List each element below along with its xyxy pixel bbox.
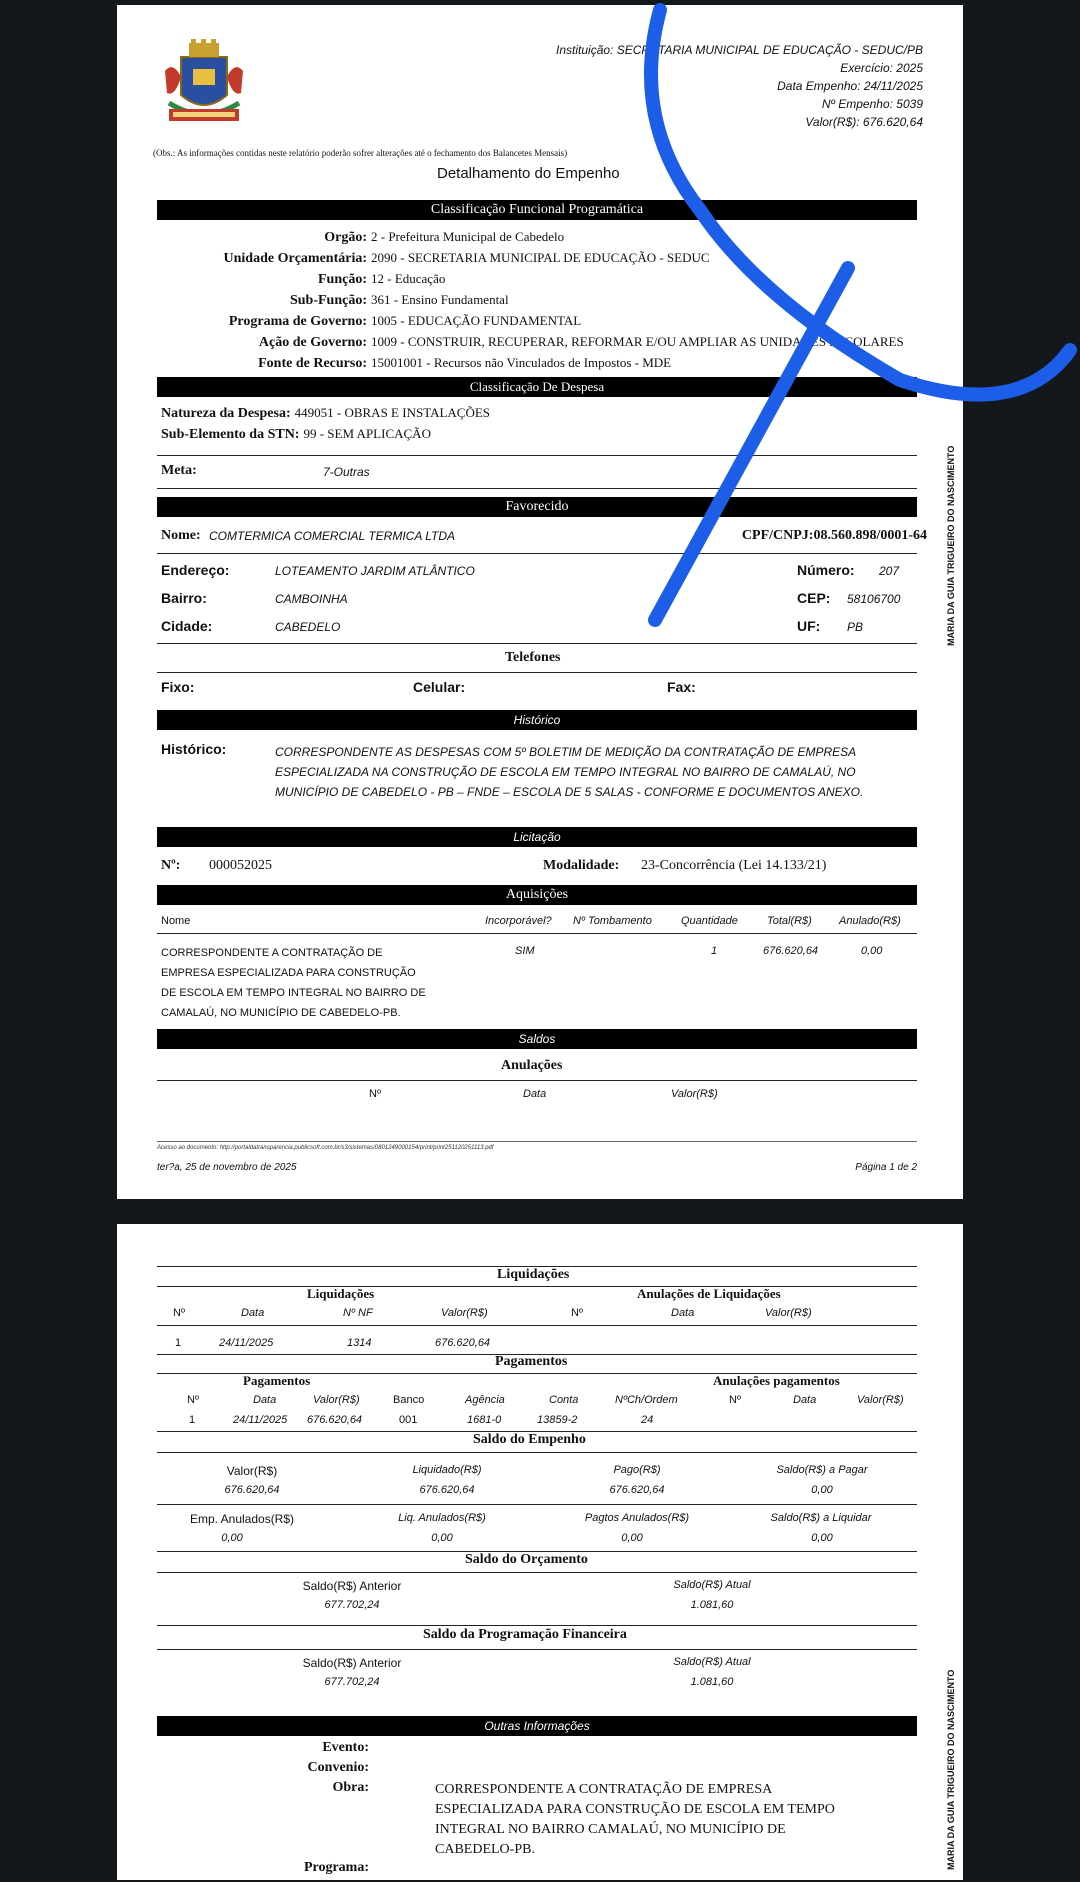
obra-label: Obra:	[332, 1780, 369, 1795]
licitacao-num-label: Nº:	[161, 858, 181, 873]
pag-header-num: Nº	[187, 1394, 199, 1406]
subelemento-label: Sub-Elemento da STN:	[161, 427, 300, 442]
aquisicoes-header-tombamento: Nº Tombamento	[573, 915, 652, 927]
saldo-apagar-label: Saldo(R$) a Pagar	[776, 1464, 868, 1476]
liquidacoes-sub-right: Anulações de Liquidações	[637, 1286, 781, 1301]
pag-row-agencia: 1681-0	[467, 1414, 502, 1426]
programacao-atual-value: 1.081,60	[690, 1676, 734, 1688]
anulliq-header-num: Nº	[571, 1307, 583, 1319]
anulliq-header-valor: Valor(R$)	[765, 1307, 812, 1319]
liq-row-data: 24/11/2025	[219, 1337, 274, 1349]
pagamentos-sub-left: Pagamentos	[243, 1373, 311, 1388]
cidade-value: CABEDELO	[275, 620, 341, 634]
acao-label: Ação de Governo:	[258, 335, 367, 350]
section-bar-historico: Histórico	[157, 710, 917, 730]
historico-text: CORRESPONDENTE AS DESPESAS COM 5º BOLETIM DE MEDIÇÃO DA CONTRATAÇÃO DE EMPRESA ESPECIALIZADA NA CONSTRUÇÃO DE ESCOLA EM TEMPO INTEGRAL NO BAIRRO DE CAMALAÚ, NO MUNICÍPIO DE CABEDELO - PB – FNDE – ESCOLA DE 5 SALAS - CONFORME E DOCUMENTOS ANEXO.	[275, 745, 864, 799]
anulpag-header-valor: Valor(R$)	[857, 1394, 904, 1406]
liq-row-valor: 676.620,64	[435, 1337, 491, 1349]
modalidade-label: Modalidade:	[543, 858, 620, 873]
saldo-pago-label: Pago(R$)	[613, 1464, 661, 1476]
fixo-label: Fixo:	[161, 679, 195, 695]
liquidacoes-title: Liquidações	[497, 1267, 570, 1282]
exercicio-text: Exercício: 2025	[840, 61, 923, 75]
pag-header-data: Data	[253, 1394, 277, 1406]
footer-page: Página 1 de 2	[855, 1162, 917, 1173]
liquidacoes-sub-left: Liquidações	[307, 1286, 375, 1301]
saldo-valor-value: 676.620,64	[224, 1484, 280, 1496]
pagamentos-title: Pagamentos	[495, 1354, 568, 1369]
valor-text: Valor(R$): 676.620,64	[805, 115, 923, 129]
cep-value: 58106700	[847, 592, 901, 606]
section-bar-saldos: Saldos	[157, 1029, 917, 1049]
cnpj-text: CPF/CNPJ:08.560.898/0001-64	[741, 528, 927, 543]
obs-note: (Obs.: As informações contidas neste relatório poderão sofrer alterações até o fechamento dos Balancetes Mensais)	[153, 148, 568, 158]
pag-row-num: 1	[189, 1414, 196, 1426]
pag-row-chordem: 24	[641, 1414, 654, 1426]
anulacoes-header-data: Data	[523, 1088, 547, 1100]
cep-label: CEP:	[797, 590, 831, 606]
natureza-label: Natureza da Despesa:	[161, 406, 291, 421]
funcao-label: Função:	[318, 272, 367, 287]
liq-header-nf: Nº NF	[343, 1307, 373, 1319]
section-bar-favorecido: Favorecido	[157, 497, 917, 517]
side-signature-1: MARIA DA GUIA TRIGUEIRO DO NASCIMENTO	[946, 445, 956, 646]
bairro-label: Bairro:	[161, 590, 207, 606]
emp-anulados-label: Emp. Anulados(R$)	[189, 1512, 295, 1526]
programa-label-obra: Programa:	[303, 1860, 369, 1875]
liq-anulados-value: 0,00	[431, 1532, 453, 1544]
pagamentos-sub-right: Anulações pagamentos	[713, 1373, 840, 1388]
pag-header-valor: Valor(R$)	[313, 1394, 360, 1406]
numero-label: Número:	[797, 562, 855, 578]
data-empenho-text: Data Empenho: 24/11/2025	[777, 79, 923, 93]
fonte-label: Fonte de Recurso:	[258, 356, 367, 371]
orgao-value: 2 - Prefeitura Municipal de Cabedelo	[371, 229, 565, 244]
historico-label: Histórico:	[161, 741, 227, 757]
bairro-value: CAMBOINHA	[275, 592, 348, 606]
aquisicao-item-name: CORRESPONDENTE A CONTRATAÇÃO DE EMPRESA ESPECIALIZADA PARA CONSTRUÇÃO DE ESCOLA EM TEMPO INTEGRAL NO BAIRRO DE CAMALAÚ, NO MUNICÍPIO DE CABEDELO-PB.	[161, 947, 426, 1019]
liq-anulados-label: Liq. Anulados(R$)	[398, 1512, 486, 1524]
liq-header-valor: Valor(R$)	[441, 1307, 488, 1319]
section-bar-licitacao: Licitação	[157, 827, 917, 847]
evento-label: Evento:	[322, 1740, 369, 1755]
pag-row-conta: 13859-2	[537, 1414, 578, 1426]
anulacoes-header-num: Nº	[369, 1088, 381, 1100]
obra-text: CORRESPONDENTE A CONTRATAÇÃO DE EMPRESA ESPECIALIZADA PARA CONSTRUÇÃO DE ESCOLA EM TEMPO INTEGRAL NO BAIRRO CAMALAÚ, NO MUNICÍPIO DE CABEDELO-PB.	[435, 1782, 835, 1857]
telefones-title: Telefones	[505, 650, 561, 665]
aquisicoes-header-quantidade: Quantidade	[681, 915, 738, 927]
programa-label: Programa de Governo:	[228, 314, 367, 329]
liq-row-num: 1	[175, 1337, 182, 1349]
subfuncao-value: 361 - Ensino Fundamental	[371, 292, 509, 307]
saldo-pago-value: 676.620,64	[609, 1484, 665, 1496]
anulpag-header-num: Nº	[729, 1394, 741, 1406]
aquisicoes-header-nome: Nome	[161, 915, 191, 927]
endereco-label: Endereço:	[161, 562, 230, 578]
section-bar-classificacao-funcional: Classificação Funcional Programática	[157, 200, 917, 220]
meta-label: Meta:	[161, 463, 197, 478]
aquisicoes-header-anulado: Anulado(R$)	[839, 915, 901, 927]
side-signature-2: MARIA DA GUIA TRIGUEIRO DO NASCIMENTO	[946, 1669, 956, 1870]
saldo-valor-label: Valor(R$)	[226, 1464, 278, 1478]
liq-header-data: Data	[241, 1307, 265, 1319]
section-bar-aquisicoes: Aquisições	[157, 885, 917, 905]
pagtos-anulados-label: Pagtos Anulados(R$)	[584, 1512, 690, 1524]
pag-header-conta: Conta	[549, 1394, 579, 1406]
section-bar-outras-informacoes: Outras Informações	[157, 1716, 917, 1736]
pag-header-banco: Banco	[393, 1394, 425, 1406]
uf-label: UF:	[797, 618, 821, 634]
orcamento-atual-label: Saldo(R$) Atual	[673, 1579, 751, 1591]
footer-date: ter?a, 25 de novembro de 2025	[157, 1162, 297, 1173]
pagtos-anulados-value: 0,00	[621, 1532, 643, 1544]
document-page-2	[117, 1224, 963, 1880]
fonte-value: 15001001 - Recursos não Vinculados de Impostos - MDE	[371, 355, 672, 370]
fax-label: Fax:	[667, 679, 696, 695]
saldo-apagar-value: 0,00	[811, 1484, 833, 1496]
liq-row-nf: 1314	[347, 1337, 372, 1349]
acao-value: 1009 - CONSTRUIR, RECUPERAR, REFORMAR E/OU AMPLIAR AS UNIDADES ESCOLARES	[371, 334, 904, 349]
pag-row-valor: 676.620,64	[307, 1414, 363, 1426]
pag-header-chordem: NºCh/Ordem	[615, 1394, 678, 1406]
programacao-anterior-value: 677.702,24	[324, 1676, 380, 1688]
nome-value: COMTERMICA COMERCIAL TERMICA LTDA	[209, 529, 456, 543]
liq-header-num: Nº	[173, 1307, 185, 1319]
instituicao-text: Instituição: SECRETARIA MUNICIPAL DE EDUCAÇÃO - SEDUC/PB	[556, 43, 923, 57]
numero-value: 207	[879, 564, 900, 578]
endereco-value: LOTEAMENTO JARDIM ATLÂNTICO	[275, 564, 475, 578]
pag-row-data: 24/11/2025	[233, 1414, 288, 1426]
aquisicao-quantidade: 1	[711, 945, 718, 957]
aquisicao-incorporavel: SIM	[515, 945, 535, 957]
orcamento-atual-value: 1.081,60	[690, 1599, 734, 1611]
anulacoes-title: Anulações	[501, 1058, 563, 1073]
unidade-value: 2090 - SECRETARIA MUNICIPAL DE EDUCAÇÃO - SEDUC	[371, 250, 710, 265]
unidade-label: Unidade Orçamentária:	[223, 251, 367, 266]
subelemento-value: 99 - SEM APLICAÇÃO	[303, 426, 431, 441]
num-empenho-text: Nº Empenho: 5039	[821, 97, 923, 111]
programacao-anterior-label: Saldo(R$) Anterior	[302, 1656, 402, 1670]
section-bar-classificacao-despesa: Classificação De Despesa	[157, 377, 917, 397]
saldo-liquidado-value: 676.620,64	[419, 1484, 475, 1496]
saldo-programacao-title: Saldo da Programação Financeira	[423, 1627, 627, 1642]
pag-header-agencia: Agência	[465, 1394, 505, 1406]
programacao-atual-label: Saldo(R$) Atual	[673, 1656, 751, 1668]
natureza-value: 449051 - OBRAS E INSTALAÇÕES	[294, 405, 491, 420]
licitacao-num-value: 000052025	[209, 858, 272, 873]
subfuncao-label: Sub-Função:	[289, 293, 367, 308]
anulliq-header-data: Data	[671, 1307, 695, 1319]
saldo-aliquidar-label: Saldo(R$) a Liquidar	[770, 1512, 872, 1524]
anulacoes-header-valor: Valor(R$)	[671, 1088, 718, 1100]
pen-annotation-scribble	[0, 0, 1080, 700]
aquisicao-anulado: 0,00	[861, 945, 883, 957]
aquisicoes-header-incorporavel: Incorporável?	[485, 915, 552, 927]
pag-row-banco: 001	[399, 1414, 418, 1426]
document-title: Detalhamento do Empenho	[437, 165, 620, 182]
cidade-label: Cidade:	[161, 618, 213, 634]
footer-url: Acesso ao documento: http://portaldatransparencia.publicsoft.com.br/s3/sistemas/0801249000154/print/print251120251113.pdf	[157, 1145, 494, 1151]
convenio-label: Convenio:	[307, 1760, 369, 1775]
saldo-empenho-title: Saldo do Empenho	[473, 1432, 586, 1447]
programa-value: 1005 - EDUCAÇÃO FUNDAMENTAL	[371, 313, 582, 328]
aquisicao-total: 676.620,64	[763, 945, 819, 957]
saldo-liquidado-label: Liquidado(R$)	[412, 1464, 482, 1476]
nome-label: Nome:	[161, 528, 201, 543]
anulpag-header-data: Data	[793, 1394, 817, 1406]
modalidade-value: 23-Concorrência (Lei 14.133/21)	[641, 858, 827, 873]
saldo-aliquidar-value: 0,00	[811, 1532, 833, 1544]
meta-value: 7-Outras	[323, 465, 370, 479]
aquisicoes-header-total: Total(R$)	[767, 915, 812, 927]
orgao-label: Orgão:	[324, 230, 367, 245]
saldo-orcamento-title: Saldo do Orçamento	[465, 1552, 588, 1567]
uf-value: PB	[847, 620, 864, 634]
emp-anulados-value: 0,00	[221, 1532, 243, 1544]
celular-label: Celular:	[413, 679, 466, 695]
orcamento-anterior-label: Saldo(R$) Anterior	[302, 1579, 402, 1593]
funcao-value: 12 - Educação	[371, 271, 446, 286]
orcamento-anterior-value: 677.702,24	[324, 1599, 380, 1611]
